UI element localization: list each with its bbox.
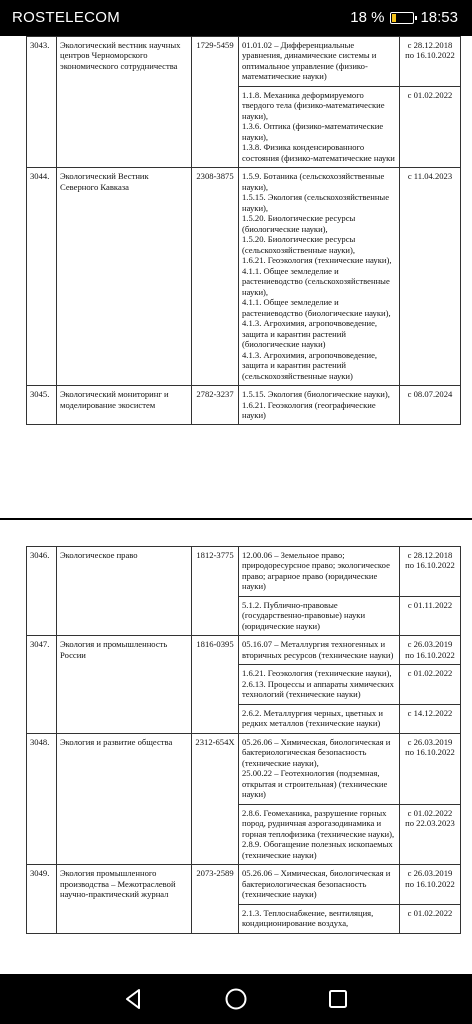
journal-title: Экология промышленного производства – Межотраслевой научно-практический журнал xyxy=(57,865,192,933)
specialty-item: 4.1.3. Агрохимия, агропочвоведение, защита и карантин растений (сельскохозяйственные науки) xyxy=(242,349,378,381)
table-row xyxy=(27,386,461,425)
specialty-item: 4.1.3. Агрохимия, агропочвоведение, защита и карантин растений (биологические науки) xyxy=(242,318,378,350)
back-icon[interactable] xyxy=(120,986,146,1012)
inclusion-date: с 26.03.2019 по 16.10.2022 xyxy=(400,865,461,904)
inclusion-date: с 28.12.2018 по 16.10.2022 xyxy=(400,547,461,597)
specialty-item: 1.6.21. Геоэкология (географические науки) xyxy=(242,399,376,420)
battery-percent: 18 % xyxy=(350,9,385,26)
inclusion-date: с 01.02.2022 xyxy=(400,86,461,167)
journal-issn: 2312-654X xyxy=(192,733,239,864)
journal-issn: 1812-3775 xyxy=(192,547,239,636)
specialty-list xyxy=(239,733,400,804)
specialty-item: 4.1.1. Общее земледелие и растениеводство (биологические науки), xyxy=(242,297,391,318)
specialty-list xyxy=(239,168,400,386)
table-row xyxy=(27,37,461,87)
journal-issn: 1729-5459 xyxy=(192,37,239,168)
recents-icon[interactable] xyxy=(325,986,351,1012)
specialty-item: 5.1.2. Публично-правовые (государственно-правовые) науки (юридические науки) xyxy=(242,599,366,631)
specialty-item: 01.01.02 – Дифференциальные уравнения, динамические системы и оптимальное управление (физико-математические науки) xyxy=(242,40,377,82)
journal-title: Экология и развитие общества xyxy=(57,733,192,864)
home-icon[interactable] xyxy=(223,986,249,1012)
inclusion-date: с 26.03.2019 по 16.10.2022 xyxy=(400,733,461,804)
specialty-item: 1.3.6. Оптика (физико-математические науки), xyxy=(242,121,384,142)
inclusion-date: с 14.12.2022 xyxy=(400,704,461,733)
specialty-list xyxy=(239,386,400,425)
battery-icon xyxy=(390,12,414,24)
specialty-item: 1.3.8. Физика конденсированного состояния (физико-математические науки xyxy=(242,142,395,163)
specialty-item: 12.00.06 – Земельное право; природоресурсное право; экологическое право; аграрное право (юридические науки) xyxy=(242,550,390,592)
specialty-item: 4.1.1. Общее земледелие и растениеводство (сельскохозяйственные науки), xyxy=(242,265,390,297)
document-page-2[interactable] xyxy=(0,520,472,974)
journal-title: Экологический Вестник Северного Кавказа xyxy=(57,168,192,386)
journal-number: 3047. xyxy=(27,636,57,733)
specialty-list xyxy=(239,665,400,704)
specialty-item: 1.5.15. Экология (биологические науки), xyxy=(242,389,390,400)
document-page-1[interactable] xyxy=(0,36,472,504)
specialty-item: 1.1.8. Механика деформируемого твердого тела (физико-математические науки), xyxy=(242,89,385,121)
specialty-item: 1.5.20. Биологические ресурсы (биологические науки), xyxy=(242,213,356,234)
inclusion-date: с 01.02.2022 по 22.03.2023 xyxy=(400,804,461,864)
journal-number: 3048. xyxy=(27,733,57,864)
specialty-item: 1.5.15. Экология (сельскохозяйственные науки), xyxy=(242,192,390,213)
specialty-list xyxy=(239,904,400,933)
specialty-list xyxy=(239,596,400,635)
specialty-item: 25.00.22 – Геотехнология (подземная, открытая и строительная) (технические науки) xyxy=(242,768,388,800)
clock: 18:53 xyxy=(420,9,458,26)
specialty-item: 2.1.3. Теплоснабжение, вентиляция, кондиционирование воздуха, xyxy=(242,907,374,929)
specialty-list xyxy=(239,86,400,167)
specialty-item: 05.26.06 – Химическая, биологическая и бактериологическая безопасность (технические науки) xyxy=(242,868,391,900)
carrier-name: ROSTELECOM xyxy=(12,9,121,26)
journal-number: 3049. xyxy=(27,865,57,933)
journal-title: Экологический вестник научных центров Черноморского экономического сотрудничества xyxy=(57,37,192,168)
journal-title: Экология и промышленность России xyxy=(57,636,192,733)
specialty-item: 2.6.13. Процессы и аппараты химических технологий (технические науки) xyxy=(242,678,394,700)
table-row xyxy=(27,865,461,904)
journal-issn: 1816-0395 xyxy=(192,636,239,733)
specialty-list xyxy=(239,37,400,87)
navigation-bar xyxy=(0,974,472,1024)
page-gap xyxy=(0,504,472,518)
table-row xyxy=(27,636,461,665)
journal-number: 3046. xyxy=(27,547,57,636)
status-bar xyxy=(0,0,472,36)
journal-title: Экологический мониторинг и моделирование экосистем xyxy=(57,386,192,425)
specialty-item: 2.6.2. Металлургия черных, цветных и редких металлов (технические науки) xyxy=(242,707,383,729)
inclusion-date: с 01.02.2022 xyxy=(400,904,461,933)
specialty-item: 1.6.21. Геоэкология (технические науки), xyxy=(242,255,392,266)
inclusion-date: с 28.12.2018 по 16.10.2022 xyxy=(400,37,461,87)
inclusion-date: с 26.03.2019 по 16.10.2022 xyxy=(400,636,461,665)
journal-number: 3043. xyxy=(27,37,57,168)
specialty-item: 2.8.9. Обогащение полезных ископаемых (технические науки) xyxy=(242,839,393,860)
specialty-item: 05.26.06 – Химическая, биологическая и бактериологическая безопасность (технические науки), xyxy=(242,736,391,768)
specialty-item: 05.16.07 – Металлургия техногенных и вторичных ресурсов (технические науки) xyxy=(242,639,394,660)
journal-number: 3045. xyxy=(27,386,57,425)
specialty-list xyxy=(239,865,400,904)
specialty-item: 1.5.20. Биологические ресурсы (сельскохозяйственные науки), xyxy=(242,234,356,255)
table-row xyxy=(27,547,461,597)
specialty-item: 1.5.9. Ботаника (сельскохозяйственные науки), xyxy=(242,171,385,192)
inclusion-date: с 01.02.2022 xyxy=(400,665,461,704)
inclusion-date: с 11.04.2023 xyxy=(400,168,461,386)
journal-issn: 2782-3237 xyxy=(192,386,239,425)
journal-issn: 2308-3875 xyxy=(192,168,239,386)
specialty-list xyxy=(239,804,400,864)
specialty-item: 2.8.6. Геомеханика, разрушение горных пород, рудничная аэрогазодинамика и горная теплофизика (технические науки), xyxy=(242,807,395,839)
journal-issn: 2073-2589 xyxy=(192,865,239,933)
table-row xyxy=(27,733,461,804)
journal-title: Экологическое право xyxy=(57,547,192,636)
inclusion-date: с 01.11.2022 xyxy=(400,596,461,635)
journal-table-page-1 xyxy=(26,36,461,425)
specialty-item: 1.6.21. Геоэкология (технические науки), xyxy=(242,668,392,679)
inclusion-date: с 08.07.2024 xyxy=(400,386,461,425)
journal-table-page-2 xyxy=(26,546,461,934)
specialty-list xyxy=(239,704,400,733)
specialty-list xyxy=(239,636,400,665)
specialty-list xyxy=(239,547,400,597)
journal-number: 3044. xyxy=(27,168,57,386)
table-row xyxy=(27,168,461,386)
